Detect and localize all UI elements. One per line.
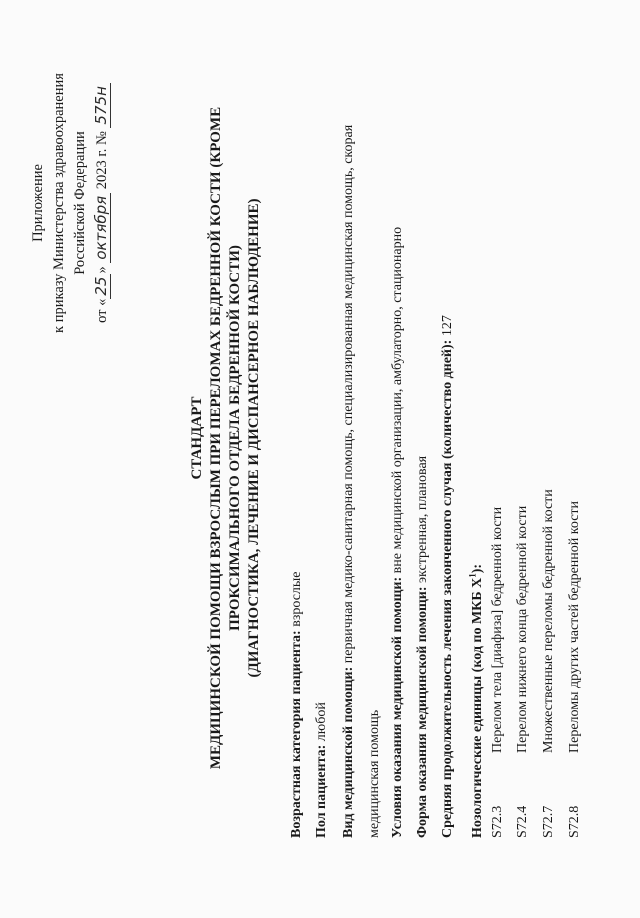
- date-month: октября: [92, 193, 111, 263]
- document-title: [188, 58, 264, 818]
- date-year: 2023 г. №: [94, 131, 110, 190]
- conditions-label: Условия оказания медицинской помощи:: [390, 576, 405, 838]
- age-category-field: [287, 571, 306, 838]
- conditions-value: вне медицинской организации, амбулаторно, стационарно: [390, 226, 405, 574]
- nosology-label: Нозологические единицы (код по МКБ X: [469, 577, 485, 838]
- sex-value: любой: [314, 702, 329, 742]
- appendix-line-1: к приказу Министерства здравоохранения: [51, 73, 67, 333]
- code-cell: S72.4: [515, 805, 530, 838]
- care-type-value: первичная медико-санитарная помощь, специализированная медицинская помощь, скорая медицинская помощь: [341, 124, 382, 838]
- date-day: 25: [92, 274, 111, 299]
- code-cell: S72.8: [567, 805, 582, 838]
- nosology-heading: [463, 564, 487, 838]
- appendix-line-2: Российской Федерации: [72, 131, 88, 275]
- sex-label: Пол пациента:: [314, 744, 329, 838]
- code-cell: S72.7: [541, 805, 556, 838]
- appendix-heading: Приложение: [30, 164, 46, 242]
- age-label: Возрастная категория пациента:: [289, 630, 304, 838]
- form-value: экстренная, плановая: [415, 455, 430, 583]
- appendix-date-line: [91, 48, 113, 358]
- sex-field: [312, 702, 331, 838]
- code-description: Перелом тела [диафиза] бедренной кости: [490, 506, 505, 753]
- code-description: Переломы других частей бедренной кости: [567, 500, 582, 753]
- duration-label: Средняя продолжительность лечения законченного случая (количество дней):: [440, 339, 455, 838]
- form-field: [413, 456, 432, 838]
- care-type-label: Вид медицинской помощи:: [341, 666, 356, 838]
- title-line-3: ПРОКСИМАЛЬНОГО ОТДЕЛА БЕДРЕННОЙ КОСТИ): [227, 245, 243, 631]
- order-number: 575н: [92, 83, 111, 127]
- title-line-1: СТАНДАРТ: [189, 396, 205, 480]
- form-label: Форма оказания медицинской помощи:: [415, 586, 430, 838]
- care-type-field: [336, 58, 388, 838]
- title-line-4: (ДИАГНОСТИКА, ЛЕЧЕНИЕ И ДИСПАНСЕРНОЕ НАБЛЮДЕНИЕ): [246, 198, 262, 678]
- appendix-block: [28, 48, 113, 358]
- duration-value: 127: [440, 315, 455, 337]
- nosology-footnote-mark: 1: [467, 573, 477, 578]
- date-mid: »: [94, 266, 110, 274]
- code-description: Перелом нижнего конца бедренной кости: [515, 505, 530, 753]
- age-value: взрослые: [289, 571, 304, 627]
- conditions-field: [388, 227, 407, 838]
- duration-field: [438, 315, 457, 838]
- title-line-2: МЕДИЦИНСКОЙ ПОМОЩИ ВЗРОСЛЫМ ПРИ ПЕРЕЛОМАХ БЕДРЕННОЙ КОСТИ (КРОМЕ: [208, 106, 224, 770]
- date-prefix: от «: [94, 298, 110, 323]
- code-cell: S72.3: [490, 805, 505, 838]
- nosology-end: ):: [469, 563, 485, 574]
- code-description: Множественные переломы бедренной кости: [541, 489, 556, 753]
